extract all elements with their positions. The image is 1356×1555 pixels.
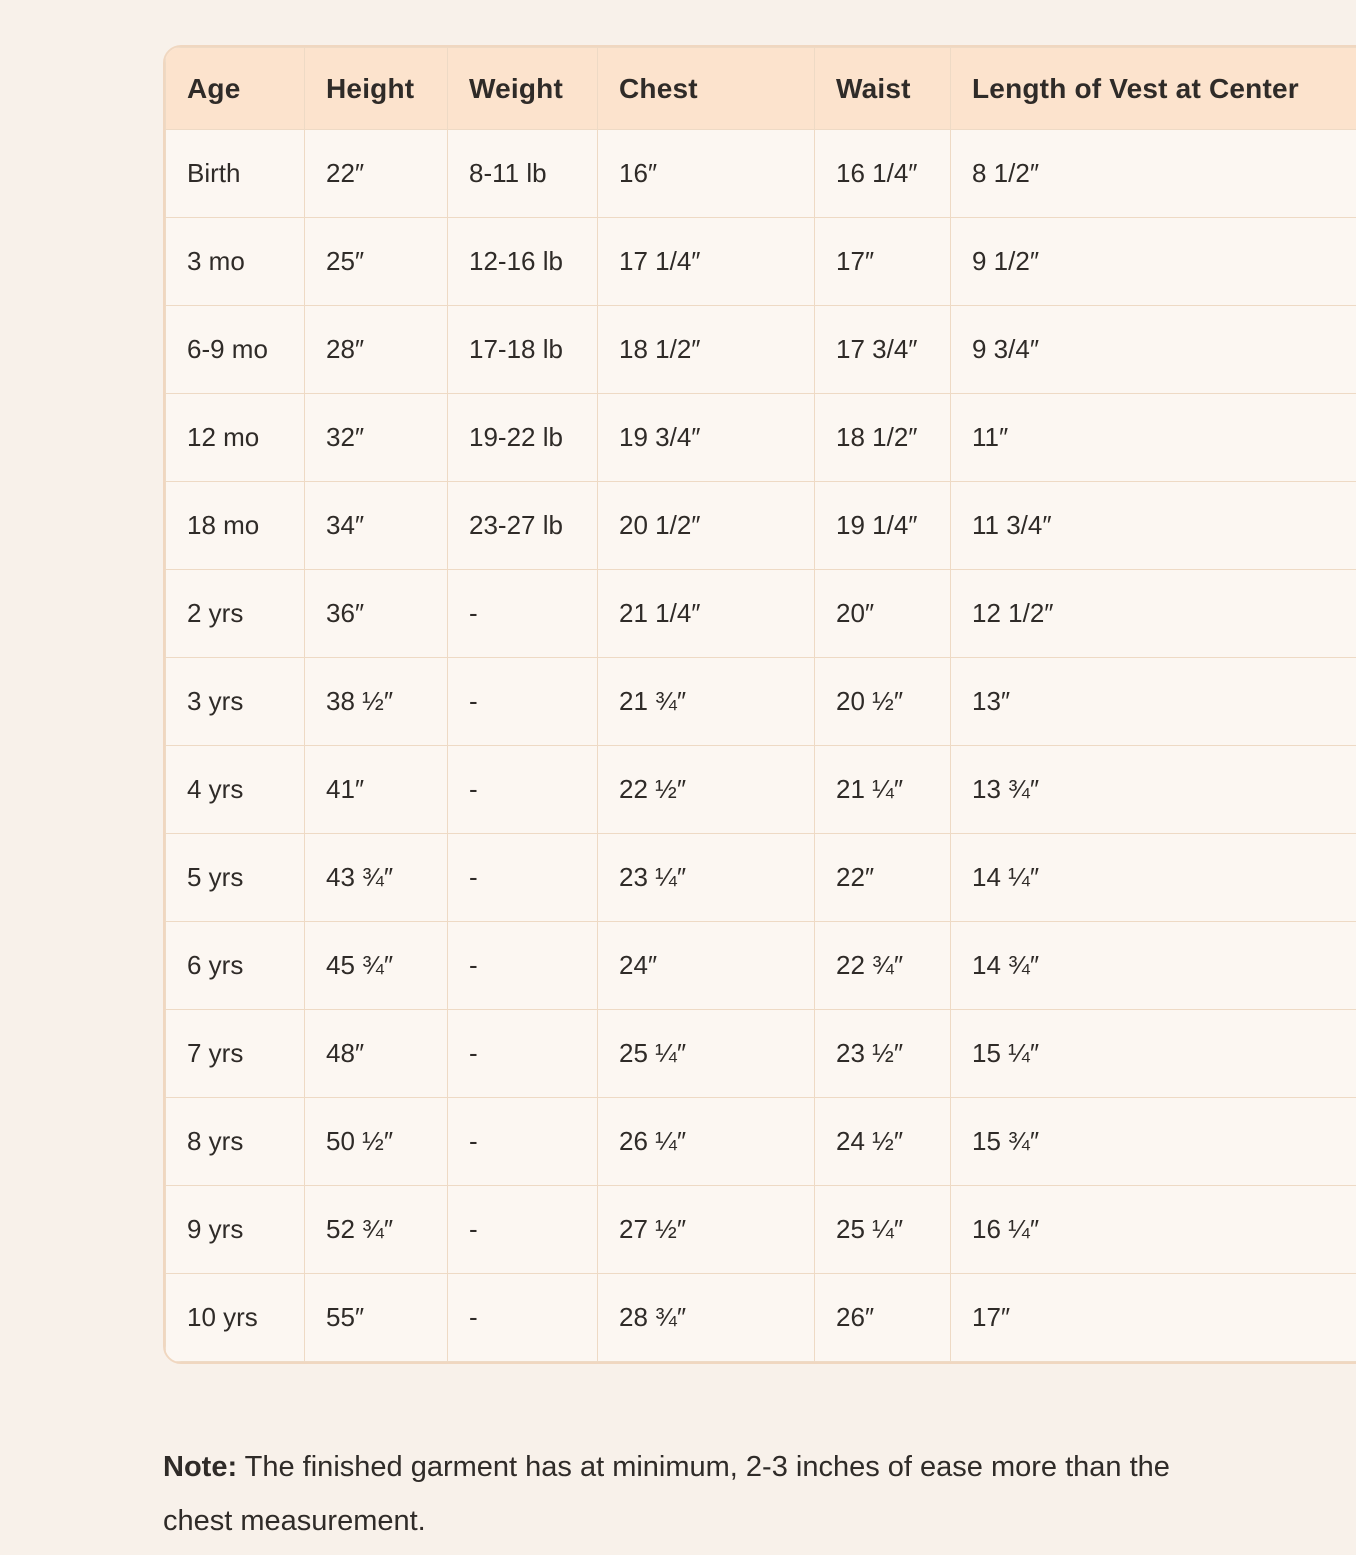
cell-weight: -	[448, 1186, 598, 1274]
table-row	[166, 570, 1356, 658]
table-row	[166, 218, 1356, 306]
cell-chest: 19 3/4″	[598, 394, 815, 482]
cell-weight: 19-22 lb	[448, 394, 598, 482]
header-cell-length: Length of Vest at Center	[951, 48, 1356, 130]
table-body	[166, 130, 1356, 1362]
cell-waist: 22 ¾″	[815, 922, 951, 1010]
header-cell-waist: Waist	[815, 48, 951, 130]
cell-weight: -	[448, 1098, 598, 1186]
cell-height: 45 ¾″	[305, 922, 448, 1010]
cell-age: 6-9 mo	[166, 306, 305, 394]
cell-height: 36″	[305, 570, 448, 658]
table-header-row	[166, 48, 1356, 130]
note-text: The finished garment has at minimum, 2-3 inches of ease more than the chest measurement.	[163, 1451, 1170, 1537]
cell-chest: 18 1/2″	[598, 306, 815, 394]
cell-chest: 21 1/4″	[598, 570, 815, 658]
table-row	[166, 658, 1356, 746]
cell-age: 4 yrs	[166, 746, 305, 834]
cell-weight: 23-27 lb	[448, 482, 598, 570]
cell-weight: 17-18 lb	[448, 306, 598, 394]
cell-waist: 24 ½″	[815, 1098, 951, 1186]
cell-length: 14 ¾″	[951, 922, 1356, 1010]
cell-weight: -	[448, 922, 598, 1010]
cell-age: 18 mo	[166, 482, 305, 570]
cell-height: 22″	[305, 130, 448, 218]
cell-weight: -	[448, 834, 598, 922]
table-row	[166, 1098, 1356, 1186]
cell-height: 43 ¾″	[305, 834, 448, 922]
cell-height: 41″	[305, 746, 448, 834]
cell-waist: 20″	[815, 570, 951, 658]
header-cell-age: Age	[166, 48, 305, 130]
cell-length: 12 1/2″	[951, 570, 1356, 658]
cell-age: 5 yrs	[166, 834, 305, 922]
cell-waist: 22″	[815, 834, 951, 922]
size-chart-table	[165, 47, 1356, 1362]
header-cell-chest: Chest	[598, 48, 815, 130]
note-label: Note:	[163, 1451, 238, 1483]
cell-age: 2 yrs	[166, 570, 305, 658]
cell-weight: -	[448, 658, 598, 746]
cell-length: 11 3/4″	[951, 482, 1356, 570]
cell-chest: 16″	[598, 130, 815, 218]
cell-waist: 19 1/4″	[815, 482, 951, 570]
table-row	[166, 922, 1356, 1010]
cell-height: 25″	[305, 218, 448, 306]
cell-chest: 25 ¼″	[598, 1010, 815, 1098]
cell-waist: 25 ¼″	[815, 1186, 951, 1274]
cell-age: 7 yrs	[166, 1010, 305, 1098]
table-row	[166, 1274, 1356, 1362]
table-row	[166, 746, 1356, 834]
table-row	[166, 1186, 1356, 1274]
table-row	[166, 130, 1356, 218]
cell-chest: 28 ¾″	[598, 1274, 815, 1362]
cell-chest: 17 1/4″	[598, 218, 815, 306]
header-cell-height: Height	[305, 48, 448, 130]
cell-waist: 20 ½″	[815, 658, 951, 746]
cell-age: 3 mo	[166, 218, 305, 306]
cell-chest: 20 1/2″	[598, 482, 815, 570]
cell-length: 15 ¾″	[951, 1098, 1356, 1186]
cell-height: 48″	[305, 1010, 448, 1098]
cell-waist: 26″	[815, 1274, 951, 1362]
cell-chest: 23 ¼″	[598, 834, 815, 922]
cell-waist: 23 ½″	[815, 1010, 951, 1098]
table-row	[166, 482, 1356, 570]
cell-chest: 26 ¼″	[598, 1098, 815, 1186]
cell-age: 12 mo	[166, 394, 305, 482]
cell-waist: 17 3/4″	[815, 306, 951, 394]
cell-waist: 17″	[815, 218, 951, 306]
table-row	[166, 1010, 1356, 1098]
size-chart	[163, 45, 1356, 1364]
cell-length: 9 1/2″	[951, 218, 1356, 306]
cell-length: 9 3/4″	[951, 306, 1356, 394]
cell-age: 9 yrs	[166, 1186, 305, 1274]
cell-chest: 21 ¾″	[598, 658, 815, 746]
cell-length: 13 ¾″	[951, 746, 1356, 834]
cell-age: 6 yrs	[166, 922, 305, 1010]
ease-note	[163, 1441, 1235, 1548]
cell-age: Birth	[166, 130, 305, 218]
cell-weight: -	[448, 570, 598, 658]
cell-height: 52 ¾″	[305, 1186, 448, 1274]
cell-length: 11″	[951, 394, 1356, 482]
cell-length: 8 1/2″	[951, 130, 1356, 218]
table-row	[166, 394, 1356, 482]
table-row	[166, 834, 1356, 922]
cell-length: 17″	[951, 1274, 1356, 1362]
cell-weight: -	[448, 746, 598, 834]
cell-weight: 8-11 lb	[448, 130, 598, 218]
cell-height: 38 ½″	[305, 658, 448, 746]
cell-weight: -	[448, 1274, 598, 1362]
cell-height: 32″	[305, 394, 448, 482]
cell-length: 13″	[951, 658, 1356, 746]
header-cell-weight: Weight	[448, 48, 598, 130]
cell-height: 50 ½″	[305, 1098, 448, 1186]
cell-chest: 22 ½″	[598, 746, 815, 834]
cell-weight: -	[448, 1010, 598, 1098]
cell-waist: 21 ¼″	[815, 746, 951, 834]
cell-waist: 16 1/4″	[815, 130, 951, 218]
cell-chest: 27 ½″	[598, 1186, 815, 1274]
cell-weight: 12-16 lb	[448, 218, 598, 306]
cell-height: 28″	[305, 306, 448, 394]
table-row	[166, 306, 1356, 394]
cell-chest: 24″	[598, 922, 815, 1010]
cell-height: 34″	[305, 482, 448, 570]
cell-age: 10 yrs	[166, 1274, 305, 1362]
cell-length: 16 ¼″	[951, 1186, 1356, 1274]
cell-age: 8 yrs	[166, 1098, 305, 1186]
cell-height: 55″	[305, 1274, 448, 1362]
cell-length: 14 ¼″	[951, 834, 1356, 922]
cell-age: 3 yrs	[166, 658, 305, 746]
cell-length: 15 ¼″	[951, 1010, 1356, 1098]
cell-waist: 18 1/2″	[815, 394, 951, 482]
